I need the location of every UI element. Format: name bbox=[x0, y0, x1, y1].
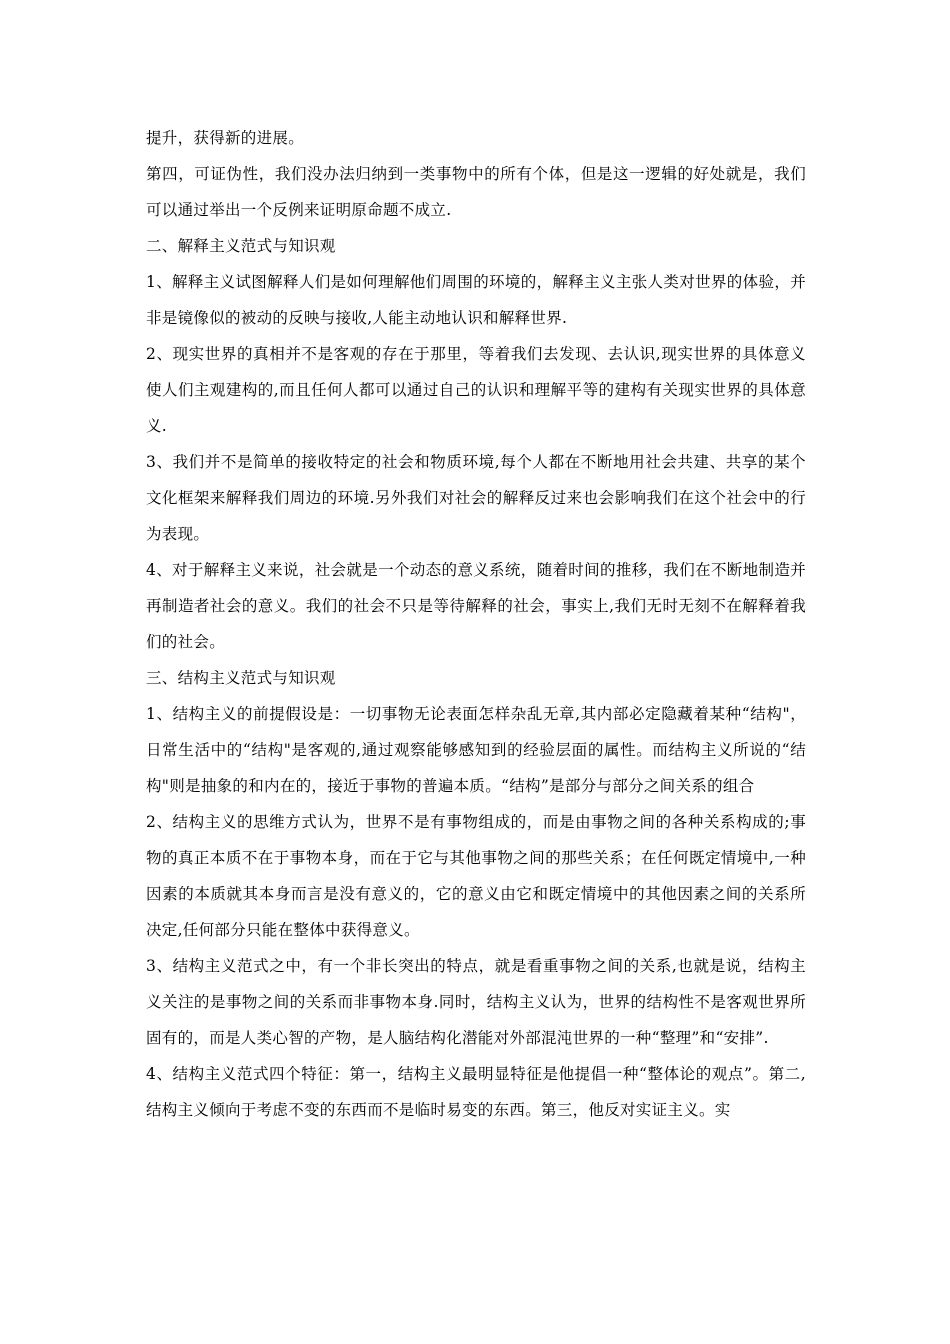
paragraph-structuralism-4: 4、结构主义范式四个特征：第一，结构主义最明显特征是他提倡一种“整体论的观点”。第二,结构主义倾向于考虑不变的东西而不是临时易变的东西。第三，他反对实证主义。实 bbox=[146, 1065, 806, 1119]
paragraph-interpretivism-4: 4、对于解释主义来说，社会就是一个动态的意义系统，随着时间的推移，我们在不断地制造并再制造者社会的意义。我们的社会不只是等待解释的社会，事实上,我们无时无刻不在解释着我们的社会。 bbox=[146, 561, 806, 651]
paragraph-interpretivism-1: 1、解释主义试图解释人们是如何理解他们周围的环境的，解释主义主张人类对世界的体验，并非是镜像似的被动的反映与接收,人能主动地认识和解释世界. bbox=[146, 273, 806, 327]
section-heading-interpretivism: 二、解释主义范式与知识观 bbox=[146, 237, 336, 255]
paragraph-structuralism-2: 2、结构主义的思维方式认为，世界不是有事物组成的，而是由事物之间的各种关系构成的;事物的真正本质不在于事物本身，而在于它与其他事物之间的那些关系；在任何既定情境中,一种因素的本质就其本身而言是没有意义的，它的意义由它和既定情境中的其他因素之间的关系所决定,任何部分只能在整体中获得意义。 bbox=[146, 813, 806, 939]
paragraph-continuation: 提升，获得新的进展。 bbox=[146, 129, 305, 147]
paragraph-falsifiability: 第四，可证伪性，我们没办法归纳到一类事物中的所有个体，但是这一逻辑的好处就是，我们可以通过举出一个反例来证明原命题不成立. bbox=[146, 165, 806, 219]
paragraph-interpretivism-3: 3、我们并不是简单的接收特定的社会和物质环境,每个人都在不断地用社会共建、共享的某个文化框架来解释我们周边的环境.另外我们对社会的解释反过来也会影响我们在这个社会中的行为表现。 bbox=[146, 453, 806, 543]
document-body bbox=[146, 120, 806, 1128]
paragraph-structuralism-1: 1、结构主义的前提假设是：一切事物无论表面怎样杂乱无章,其内部必定隐藏着某种“结构"，日常生活中的“结构"是客观的,通过观察能够感知到的经验层面的属性。而结构主义所说的“结构"则是抽象的和内在的，接近于事物的普遍本质。“结构”是部分与部分之间关系的组合 bbox=[146, 705, 806, 795]
paragraph-interpretivism-2: 2、现实世界的真相并不是客观的存在于那里，等着我们去发现、去认识,现实世界的具体意义使人们主观建构的,而且任何人都可以通过自己的认识和理解平等的建构有关现实世界的具体意义. bbox=[146, 345, 806, 435]
section-heading-structuralism: 三、结构主义范式与知识观 bbox=[146, 669, 336, 687]
paragraph-structuralism-3: 3、结构主义范式之中，有一个非长突出的特点，就是看重事物之间的关系,也就是说，结构主义关注的是事物之间的关系而非事物本身.同时，结构主义认为，世界的结构性不是客观世界所固有的，而是人类心智的产物，是人脑结构化潜能对外部混沌世界的一种“整理”和“安排”. bbox=[146, 957, 806, 1047]
